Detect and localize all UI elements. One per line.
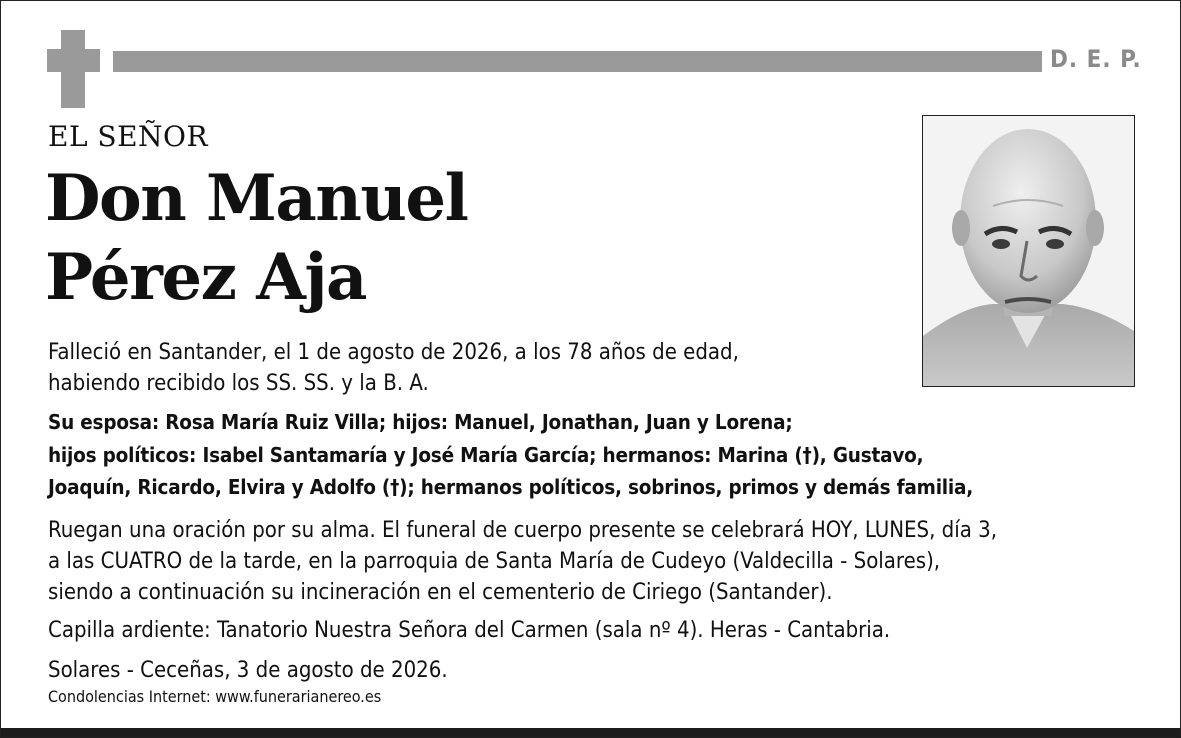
funeral-line-3: siendo a continuación su incineración en el cementerio de Ciriego (Santander). — [48, 580, 833, 605]
portrait-photo — [922, 115, 1135, 387]
funeral-line-1: Ruegan una oración por su alma. El funeral de cuerpo presente se celebrará HOY, LUNES, día 3, — [48, 518, 998, 543]
place-date-line: Solares - Ceceñas, 3 de agosto de 2026. — [48, 658, 448, 683]
deceased-name-line1: Don Manuel — [45, 161, 468, 236]
portrait-illustration — [923, 116, 1134, 386]
chapel-line: Capilla ardiente: Tanatorio Nuestra Señora del Carmen (sala nº 4). Heras - Cantabria. — [48, 618, 891, 643]
chapel-info — [48, 615, 1168, 646]
cross-icon-horizontal — [47, 49, 100, 72]
family-line-3: Joaquín, Ricardo, Elvira y Adolfo (†); hermanos políticos, sobrinos, primos y demás familia, — [48, 475, 974, 499]
funeral-details — [48, 515, 1168, 608]
funeral-line-2: a las CUATRO de la tarde, en la parroquia de Santa María de Cudeyo (Valdecilla - Solares), — [48, 549, 941, 574]
family-line-1: Su esposa: Rosa María Ruiz Villa; hijos: Manuel, Jonathan, Juan y Lorena; — [48, 410, 793, 434]
family-members — [48, 406, 1168, 504]
death-line-1: Falleció en Santander, el 1 de agosto de 2026, a los 78 años de edad, — [48, 340, 739, 365]
dep-label: D. E. P. — [1050, 45, 1142, 73]
deceased-name-line2: Pérez Aja — [45, 240, 366, 315]
death-announcement — [48, 337, 908, 399]
honorific: EL SEÑOR — [48, 120, 209, 153]
header-rule — [113, 51, 1042, 72]
condolences-link[interactable]: Condolencias Internet: www.funerarianereo.es — [48, 687, 382, 706]
bottom-border — [1, 728, 1180, 737]
place-and-date — [48, 655, 1168, 686]
family-line-2: hijos políticos: Isabel Santamaría y José María García; hermanos: Marina (†), Gustavo, — [48, 442, 924, 467]
death-line-2: habiendo recibido los SS. SS. y la B. A. — [48, 371, 429, 396]
